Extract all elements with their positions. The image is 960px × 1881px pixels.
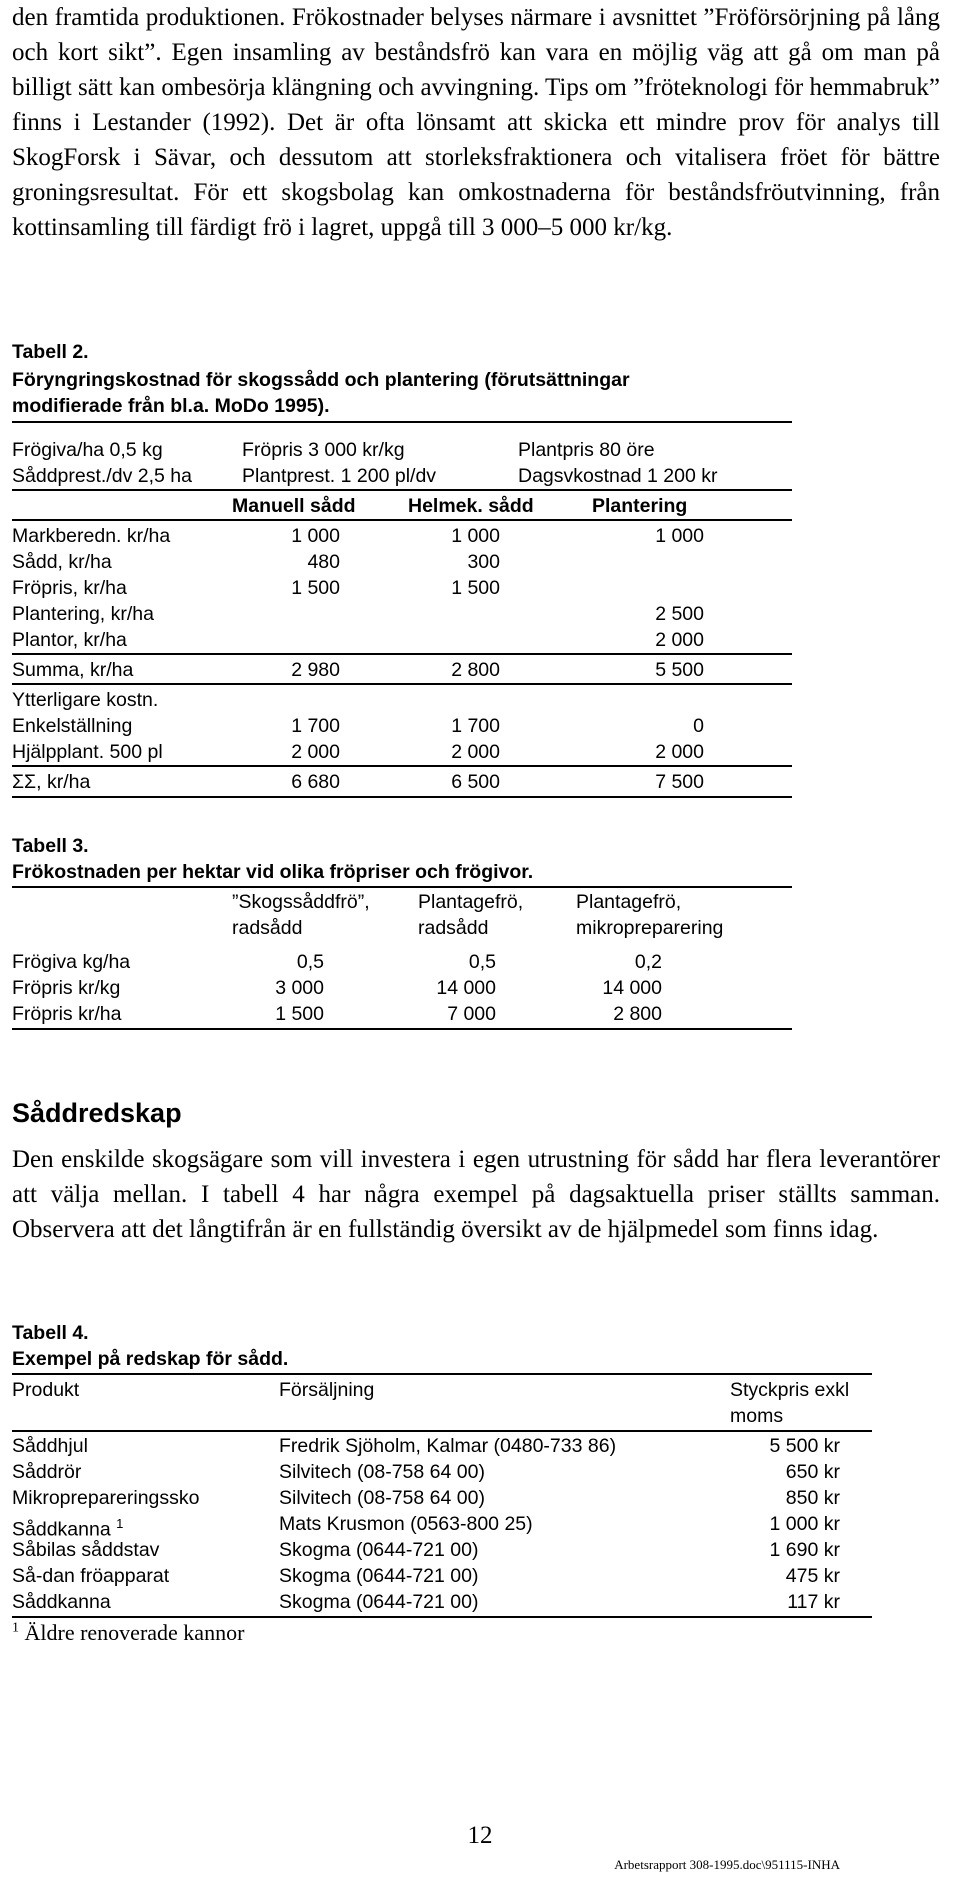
t4-seller: Skogma (0644-721 00) — [279, 1565, 479, 1587]
t2-column-header: Manuell sådd — [232, 495, 356, 517]
table3-label: Tabell 3. — [12, 835, 89, 857]
table2-top-rule — [12, 421, 792, 423]
t4-header-seller: Försäljning — [279, 1379, 375, 1401]
t2-assumption: Plantprest. 1 200 pl/dv — [242, 465, 437, 487]
t3-cell: 0,5 — [296, 951, 324, 973]
footnote — [12, 1620, 244, 1646]
t3-column-header: Plantagefrö, — [576, 891, 682, 913]
t3-row-label: Fröpris kr/kg — [12, 977, 121, 999]
t2-assumption: Frögiva/ha 0,5 kg — [12, 439, 163, 461]
t2-cell: 1 000 — [451, 525, 500, 547]
t3-column-header: Plantagefrö, — [418, 891, 524, 913]
table2-label: Tabell 2. — [12, 341, 89, 363]
t4-product: Såddkanna — [12, 1591, 111, 1613]
t2-row-label: Hjälpplant. 500 pl — [12, 741, 163, 763]
table2-summa-rule — [12, 683, 792, 685]
table4-title: Exempel på redskap för sådd. — [12, 1348, 289, 1370]
t4-product: Såbilas såddstav — [12, 1539, 160, 1561]
intro-paragraph: den framtida produktionen. Frökostnader belyses närmare i avsnittet ”Fröförsörjning på lång och kort sikt”. Egen insamling av beståndsfrö kan vara en möjlig väg att gå om man på billigt sätt kan ombesörja klängning och avvingning. Tips om ”fröteknologi för hemmabruk” finns i Lestander (1992). Det är ofta lönsamt att skicka ett mindre prov för analys till SkogForsk i Sävar, och dessutom att storleksfraktionera och vitalisera fröet för bättre groningsresultat. För ett skogsbolag kan omkostnaderna för beståndsfröutvinning, från kottinsamling till färdigt frö i lagret, uppgå till 3 000–5 000 kr/kg. — [12, 4, 940, 241]
t3-cell: 2 800 — [613, 1003, 662, 1025]
t2-column-header: Helmek. sådd — [408, 495, 534, 517]
t3-row-label: Frögiva kg/ha — [12, 951, 131, 973]
t2-assumption: Plantpris 80 öre — [518, 439, 655, 461]
t2-row-label: Markberedn. kr/ha — [12, 525, 171, 547]
table3-title: Frökostnaden per hektar vid olika fröpriser och frögivor. — [12, 861, 534, 883]
footnote-text: Äldre renoverade kannor — [19, 1620, 245, 1645]
t3-cell: 7 000 — [447, 1003, 496, 1025]
t4-price: 5 500 kr — [769, 1435, 840, 1457]
t2-cell: 2 000 — [655, 741, 704, 763]
t3-cell: 14 000 — [436, 977, 496, 999]
table4-bottom-rule — [12, 1616, 872, 1618]
table2-title-line1: Föryngringskostnad för skogssådd och plantering (förutsättningar — [12, 369, 630, 391]
table3-bottom-rule — [12, 1028, 792, 1030]
t2-row-label: Sådd, kr/ha — [12, 551, 112, 573]
t3-column-header: mikropreparering — [576, 917, 724, 939]
t4-product: Såddrör — [12, 1461, 82, 1483]
t4-footnote-marker: 1 — [116, 1516, 124, 1531]
t2-cell: 6 680 — [291, 771, 340, 793]
t2-cell: 1 500 — [451, 577, 500, 599]
t4-seller: Silvitech (08-758 64 00) — [279, 1461, 485, 1483]
t2-cell: 2 000 — [655, 629, 704, 651]
t2-assumption: Såddprest./dv 2,5 ha — [12, 465, 192, 487]
t2-row-label: Summa, kr/ha — [12, 659, 134, 681]
t4-price: 117 kr — [787, 1591, 840, 1613]
table2-total-rule — [12, 765, 792, 767]
t3-row-label: Fröpris kr/ha — [12, 1003, 122, 1025]
intro-text — [12, 0, 940, 245]
t2-cell: 2 000 — [291, 741, 340, 763]
t2-cell: 2 800 — [451, 659, 500, 681]
t2-row-label: Enkelställning — [12, 715, 133, 737]
t2-column-header: Plantering — [592, 495, 688, 517]
table2-header-rule — [12, 519, 792, 521]
t2-cell: 1 000 — [291, 525, 340, 547]
t2-assumption: Fröpris 3 000 kr/kg — [242, 439, 405, 461]
t2-cell: 2 980 — [291, 659, 340, 681]
t2-cell: 2 500 — [655, 603, 704, 625]
t2-cell: 1 700 — [451, 715, 500, 737]
t3-cell: 3 000 — [275, 977, 324, 999]
table4-top-rule — [12, 1373, 872, 1375]
t4-header-price: Styckpris exkl — [730, 1379, 850, 1401]
table2-title-line2: modifierade från bl.a. MoDo 1995). — [12, 395, 330, 417]
t4-seller: Silvitech (08-758 64 00) — [279, 1487, 485, 1509]
t4-header-price: moms — [730, 1405, 784, 1427]
t2-assumption: Dagsvkostnad 1 200 kr — [518, 465, 718, 487]
t2-cell: 0 — [693, 715, 704, 737]
table2-assumptions-rule — [12, 489, 792, 491]
t2-cell: 6 500 — [451, 771, 500, 793]
t2-cell: 2 000 — [451, 741, 500, 763]
footer-reference: Arbetsrapport 308-1995.doc\951115-INHA — [614, 1857, 840, 1872]
t4-seller: Skogma (0644-721 00) — [279, 1539, 479, 1561]
t3-column-header: radsådd — [232, 917, 303, 939]
t4-product: Så-dan fröapparat — [12, 1565, 170, 1587]
table3-top-rule — [12, 886, 792, 888]
footnote-mark: 1 — [12, 1620, 19, 1636]
section-heading: Såddredskap — [12, 1098, 182, 1128]
t2-row-label: Plantering, kr/ha — [12, 603, 154, 625]
t2-cell: 1 000 — [655, 525, 704, 547]
t2-cell: 5 500 — [655, 659, 704, 681]
t4-product: Såddhjul — [12, 1435, 88, 1457]
t3-cell: 1 500 — [275, 1003, 324, 1025]
t4-header-product: Produkt — [12, 1379, 80, 1401]
page-number: 12 — [467, 1822, 493, 1849]
t4-price: 1 690 kr — [769, 1539, 840, 1561]
t4-product: Mikroprepareringssko — [12, 1487, 200, 1509]
t2-cell: 480 — [307, 551, 340, 573]
t3-column-header: ”Skogssåddfrö”, — [232, 891, 370, 913]
section-body: Den enskilde skogsägare som vill investera i egen utrustning för sådd har flera leverantörer att välja mellan. I tabell 4 har några exempel på dagsaktuella priser ställts samman. Observera att det långtifrån är en fullständig översikt av de hjälpmedel som finns idag. — [12, 1146, 940, 1243]
table4-label: Tabell 4. — [12, 1322, 89, 1344]
t3-cell: 0,5 — [468, 951, 496, 973]
t4-seller: Mats Krusmon (0563-800 25) — [279, 1513, 533, 1535]
t3-cell: 14 000 — [602, 977, 662, 999]
t2-cell: 7 500 — [655, 771, 704, 793]
t4-price: 475 kr — [785, 1565, 840, 1587]
t2-row-label: ΣΣ, kr/ha — [12, 771, 91, 793]
t4-price: 1 000 kr — [769, 1513, 840, 1535]
t4-price: 650 kr — [785, 1461, 840, 1483]
table2-bottom-rule — [12, 796, 792, 798]
t2-row-label: Plantor, kr/ha — [12, 629, 127, 651]
t3-cell: 0,2 — [634, 951, 662, 973]
table2-sum-rule — [12, 653, 792, 655]
t2-row-label: Ytterligare kostn. — [12, 689, 159, 711]
t4-seller: Skogma (0644-721 00) — [279, 1591, 479, 1613]
t4-price: 850 kr — [785, 1487, 840, 1509]
t2-cell: 300 — [467, 551, 500, 573]
table4-header-rule — [12, 1430, 872, 1432]
t2-row-label: Fröpris, kr/ha — [12, 577, 127, 599]
t2-cell: 1 700 — [291, 715, 340, 737]
t4-seller: Fredrik Sjöholm, Kalmar (0480-733 86) — [279, 1435, 617, 1457]
t4-product-name: Såddkanna — [12, 1518, 117, 1541]
t3-column-header: radsådd — [418, 917, 489, 939]
t2-cell: 1 500 — [291, 577, 340, 599]
